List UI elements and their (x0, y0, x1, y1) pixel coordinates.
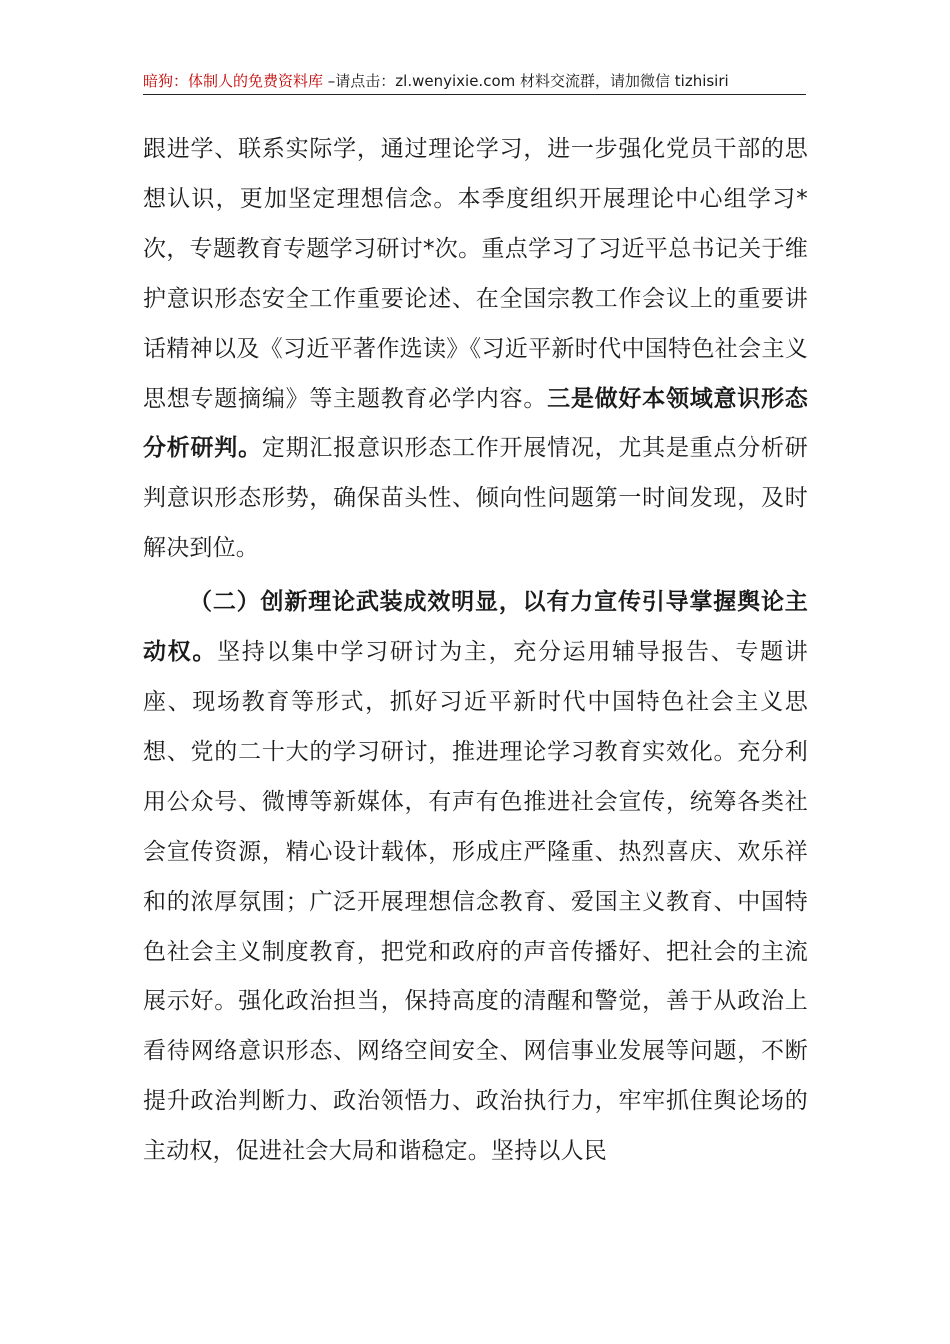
section-heading-2: （二）创新理论武装成效明显，以有力宣传引导掌握舆论主动权。 (143, 589, 808, 666)
header-click-prefix: –请点击： (323, 72, 396, 90)
header-url-link[interactable]: zl.wenyixie.com (395, 72, 516, 90)
paragraph-2-text: 坚持以集中学习研讨为主，充分运用辅导报告、专题讲座、现场教育等形式，抓好习近平新时代中国特色社会主义思想、党的二十大的学习研讨，推进理论学习教育实效化。充分利用公众号、微博等新媒体，有声有色推进社会宣传，统筹各类社会宣传资源，精心设计载体，形成庄严隆重、热烈喜庆、欢乐祥和的浓厚氛围；广泛开展理想信念教育、爱国主义教育、中国特色社会主义制度教育，把党和政府的声音传播好、把社会的主流展示好。强化政治担当，保持高度的清醒和警觉，善于从政治上看待网络意识形态、网络空间安全、网信事业发展等问题，不断提升政治判断力、政治领悟力、政治执行力，牢牢抓住舆论场的主动权，促进社会大局和谐稳定。坚持以人民 (143, 639, 808, 1165)
paragraph-1 (143, 125, 808, 574)
paragraph-2 (143, 578, 808, 1177)
page-header (143, 70, 806, 94)
paragraph-1-bold-heading: 三是做好本领域意识形态分析研判。 (143, 385, 808, 462)
document-body (143, 125, 808, 1177)
paragraph-1-text-tail: 定期汇报意识形态工作开展情况，尤其是重点分析研判意识形态形势，确保苗头性、倾向性问题第一时间发现，及时解决到位。 (143, 435, 808, 562)
header-group-note: 材料交流群，请加微信 tizhisiri (515, 72, 729, 90)
paragraph-1-text: 跟进学、联系实际学，通过理论学习，进一步强化党员干部的思想认识，更加坚定理想信念。本季度组织开展理论中心组学习*次，专题教育专题学习研讨*次。重点学习了习近平总书记关于维护意识形态安全工作重要论述、在全国宗教工作会议上的重要讲话精神以及《习近平著作选读》《习近平新时代中国特色社会主义思想专题摘编》等主题教育必学内容。 (143, 136, 808, 412)
header-divider (143, 94, 806, 95)
header-site-name: 暗狗：体制人的免费资料库 (143, 72, 324, 90)
